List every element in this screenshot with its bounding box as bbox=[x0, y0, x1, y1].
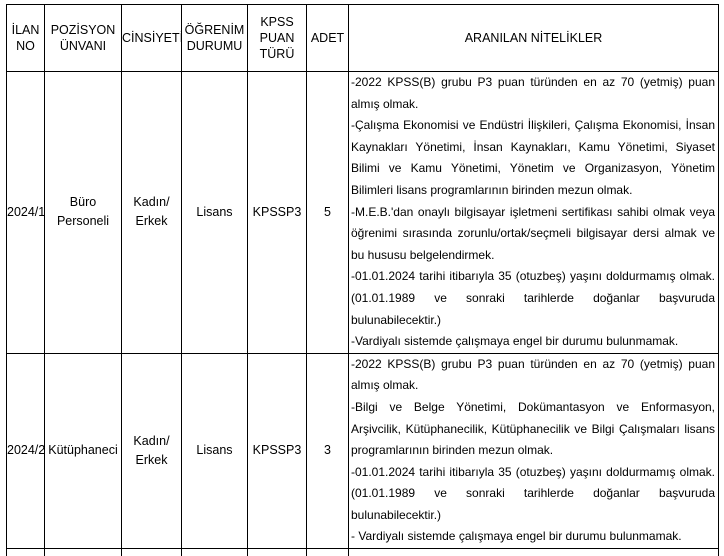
header-row bbox=[7, 5, 719, 72]
requirement-item: -Çalışma Ekonomisi ve Endüstri İlişkileri, Çalışma Ekonomisi, İnsan Kaynakları Yönetimi, İnsan Kaynakları, Kamu Yönetimi, Siyaset Bilimi ve Kamu Yönetimi, Yönetim ve Organizasyon, Yönetim Bilimleri lisans programlarının birinden mezun olmak. bbox=[351, 118, 715, 197]
job-posting-table bbox=[6, 4, 719, 556]
requirement-item: -M.E.B.'dan onaylı bilgisayar işletmeni sertifikası sahibi olmak veya öğrenimi sırasında zorunlu/ortak/seçmeli bilgisayar dersi almak ve bu hususu belgelendirmek. bbox=[351, 204, 715, 262]
cell-ogrenim: Lisans bbox=[182, 353, 248, 548]
cell-kpss: KPSSP3 bbox=[248, 72, 307, 354]
header-ilan-no: İLAN NO bbox=[7, 5, 45, 72]
cell-adet: 3 bbox=[307, 353, 349, 548]
requirement-item: -2022 KPSS(B) grubu P3 puan türünden en az 70 (yetmiş) puan almış olmak. bbox=[351, 75, 715, 111]
header-nitelikler: ARANILAN NİTELİKLER bbox=[349, 5, 719, 72]
requirement-item: -Bilgi ve Belge Yönetimi, Dokümantasyon ve Enformasyon, Arşivcilik, Kütüphanecilik, Kütüphanecilik ve Bilgi Çalışmaları lisans programlarının birinden mezun olmak. bbox=[351, 399, 715, 458]
cell-adet: 5 bbox=[307, 72, 349, 354]
cell-cinsiyet: Kadın/ Erkek bbox=[122, 72, 182, 354]
requirement-item: -Vardiyalı sistemde çalışmaya engel bir durumu bulunmamak. bbox=[351, 334, 679, 349]
cell-cinsiyet: Kadın/ Erkek bbox=[122, 353, 182, 548]
requirement-item: -01.01.2024 tarihi itibarıyla 35 (otuzbeş) yaşını doldurmamış olmak. (01.01.1989 ve sonraki tarihlerde doğanlar başvuruda bulunabilecektir.) bbox=[351, 269, 715, 327]
header-ogrenim: ÖĞRENİM DURUMU bbox=[182, 5, 248, 72]
table-row bbox=[7, 353, 719, 548]
header-kpss: KPSS PUAN TÜRÜ bbox=[248, 5, 307, 72]
cell-nitelikler bbox=[349, 72, 719, 354]
cell-kpss: KPSSP3 bbox=[248, 353, 307, 548]
cell-ilan-no: 2024/1 bbox=[7, 72, 45, 354]
table-row bbox=[7, 72, 719, 354]
document-page bbox=[6, 4, 718, 556]
header-cinsiyet: CİNSİYETİ bbox=[122, 5, 182, 72]
requirement-item: -01.01.2024 tarihi itibarıyla 35 (otuzbeş) yaşını doldurmamış olmak. (01.01.1989 ve sonraki tarihlerde doğanlar başvuruda bulunabilecektir.) bbox=[351, 464, 715, 522]
header-adet: ADET bbox=[307, 5, 349, 72]
header-pozisyon: POZİSYON ÜNVANI bbox=[45, 5, 122, 72]
cell-pozisyon: Büro Personeli bbox=[45, 72, 122, 354]
requirement-item: -2022 KPSS(B) grubu P3 puan türünden en az 70 (yetmiş) puan almış olmak. bbox=[351, 356, 715, 393]
cell-pozisyon: Kütüphaneci bbox=[45, 353, 122, 548]
cell-nitelikler bbox=[349, 353, 719, 548]
requirement-item: - Vardiyalı sistemde çalışmaya engel bir durumu bulunmamak. bbox=[351, 529, 682, 544]
cell-ogrenim: Lisans bbox=[182, 72, 248, 354]
cut-off-row bbox=[7, 549, 719, 556]
cell-ilan-no: 2024/2 bbox=[7, 353, 45, 548]
